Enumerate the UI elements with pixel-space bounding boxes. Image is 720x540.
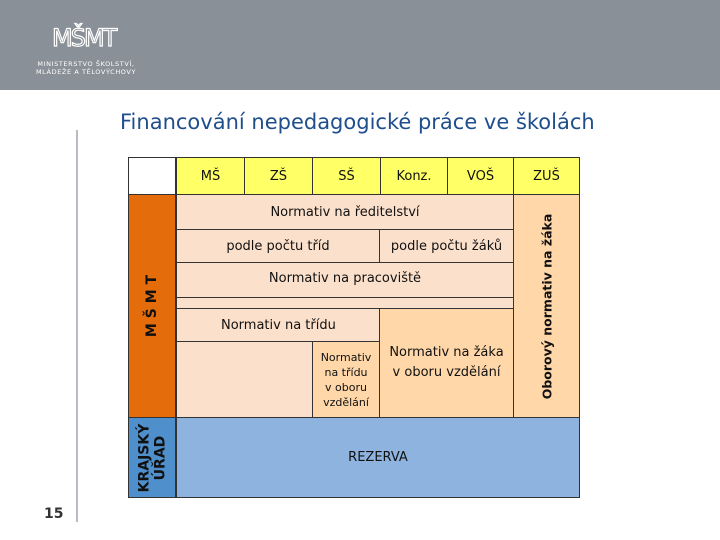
- oborovy-normativ: [513, 194, 580, 418]
- column-header-ss: SŠ: [312, 157, 381, 195]
- side-label-kraj-line-2: ÚŘAD: [152, 435, 168, 480]
- normativ-tridu-obor-line-4: vzdělání: [323, 395, 369, 409]
- side-label-krajsky-urad: [128, 417, 176, 498]
- logo-text: MŠMT: [52, 24, 116, 52]
- normativ-tridu-lower: [176, 341, 313, 418]
- normativ-tridu-obor-line-3: v oboru: [325, 380, 367, 394]
- oborovy-normativ-text: Oborový normativ na žáka: [539, 213, 555, 399]
- ministry-line-2: MLÁDEŽE A TĚLOVÝCHOVY: [35, 68, 137, 76]
- divider-line: [76, 130, 78, 522]
- normativ-tridu: Normativ na třídu: [176, 308, 380, 342]
- column-header-zs: ZŠ: [244, 157, 313, 195]
- msmt-logo-icon: [50, 12, 120, 60]
- column-header-zus: ZUŠ: [513, 157, 580, 195]
- corner-cell: [128, 157, 176, 195]
- page-title: Financování nepedagogické práce ve školách: [120, 110, 595, 134]
- normativ-reditelstvi: Normativ na ředitelství: [176, 194, 514, 230]
- column-header-vos: VOŠ: [447, 157, 514, 195]
- column-header-konz: Konz.: [380, 157, 448, 195]
- ministry-line-1: MINISTERSTVO ŠKOLSTVÍ,: [37, 60, 135, 68]
- normativ-zaka-line-2: v oboru vzdělání: [392, 365, 501, 380]
- rezerva: REZERVA: [176, 417, 580, 498]
- page-number: 15: [44, 506, 64, 522]
- side-label-msmt-text: M Š M T: [144, 274, 160, 338]
- side-label-krajsky-urad-text: [136, 423, 168, 492]
- normativ-zaka-v-oboru: [379, 308, 514, 418]
- podle-poctu-zaku: podle počtu žáků: [379, 229, 514, 263]
- side-label-kraj-line-1: KRAJSKÝ: [136, 423, 152, 492]
- ministry-name: [22, 60, 150, 76]
- column-header-ms: MŠ: [176, 157, 245, 195]
- side-label-msmt: [128, 194, 176, 418]
- podle-poctu-trid: podle počtu tříd: [176, 229, 380, 263]
- normativ-pracoviste: Normativ na pracoviště: [176, 262, 514, 298]
- header-bar: [0, 0, 720, 90]
- normativ-tridu-obor-line-2: na třídu: [324, 365, 368, 379]
- normativ-zaka-line-1: Normativ na žáka: [389, 345, 504, 360]
- normativ-tridu-v-oboru: [312, 341, 380, 418]
- normativ-tridu-obor-line-1: Normativ: [320, 350, 372, 364]
